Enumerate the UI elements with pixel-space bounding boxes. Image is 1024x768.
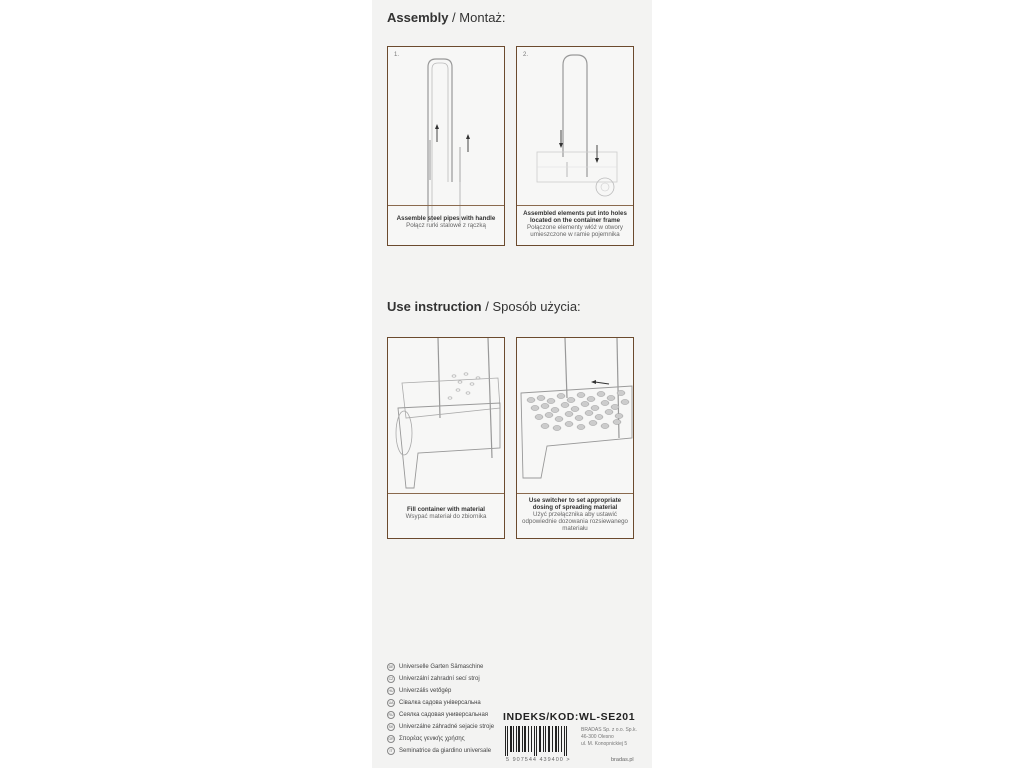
- language-item: [387, 722, 494, 732]
- use-heading-pl: Sposób użycia:: [492, 299, 581, 314]
- caption-divider: [517, 205, 633, 206]
- step-number: 2.: [523, 52, 529, 58]
- caption-pl: Połącz rurki stalowe z rączką: [406, 222, 486, 229]
- address-line: BRADAS Sp. z o.o. Sp.k.: [581, 727, 637, 733]
- language-item: [387, 662, 483, 672]
- step-caption: [519, 210, 631, 238]
- caption-pl: Połączone elementy włóż w otwory umieszczone w ramie pojemnika: [527, 224, 623, 238]
- step-number: 1.: [394, 52, 400, 58]
- caption-en: Assemble steel pipes with handle: [396, 215, 496, 222]
- product-index-code: INDEKS/KOD:WL-SE201: [503, 711, 636, 723]
- caption-en: Use switcher to set appropriate dosing of spreading material: [528, 497, 622, 511]
- assembly-heading: [387, 10, 506, 25]
- caption-pl: Użyć przełącznika aby ustawić odpowiednie dozowania rozsiewanego materiału: [522, 511, 628, 532]
- language-item: [387, 686, 451, 696]
- language-item: [387, 734, 465, 744]
- caption-en: Assembled elements put into holes located on the container frame: [523, 210, 627, 224]
- company-address: [581, 727, 637, 748]
- language-code: CZ: [388, 677, 394, 681]
- language-name: Univerzálne záhradné sejacie stroje: [399, 724, 495, 730]
- caption-divider: [388, 205, 504, 206]
- language-code: SK: [388, 725, 394, 729]
- language-item: [387, 746, 491, 756]
- caption-pl: Wsypać materiał do zbiornika: [405, 513, 487, 520]
- address-line: 46-300 Olesno: [581, 734, 614, 740]
- step-caption: [390, 215, 502, 229]
- barcode-number: 5 907544 439400 >: [506, 757, 571, 763]
- language-code: GR: [388, 737, 394, 741]
- language-code: RU: [388, 713, 394, 717]
- step-caption: [519, 497, 631, 532]
- use-heading: [387, 299, 581, 314]
- language-name: Сеялка садовая универсальная: [399, 712, 489, 718]
- assembly-step-2: [516, 46, 634, 246]
- heading-separator: /: [485, 299, 489, 314]
- website-link: bradas.pl: [611, 757, 634, 763]
- caption-divider: [517, 493, 633, 494]
- heading-separator: /: [452, 10, 456, 25]
- language-name: Seminatrice da giardino universale: [399, 748, 492, 754]
- assembly-heading-pl: Montaż:: [459, 10, 506, 25]
- language-name: Univerzális vetőgép: [399, 688, 452, 694]
- language-name: Univerzální zahradní secí stroj: [399, 676, 480, 682]
- language-code: HU: [388, 689, 394, 693]
- language-item: [387, 698, 481, 708]
- assembly-step-1: [387, 46, 505, 246]
- language-name: Сівалка садова універсальна: [399, 700, 481, 706]
- assembly-heading-en: Assembly: [387, 10, 449, 25]
- use-heading-en: Use instruction: [387, 299, 482, 314]
- step-caption: [390, 506, 502, 520]
- language-code: IT: [387, 747, 395, 755]
- language-name: Σπορέας γενικής χρήσης: [399, 736, 465, 742]
- address-line: ul. M. Konopnickiej 5: [581, 741, 628, 747]
- language-code: UA: [388, 701, 394, 705]
- language-item: [387, 674, 480, 684]
- caption-en: Fill container with material: [406, 506, 486, 513]
- caption-divider: [388, 493, 504, 494]
- language-item: [387, 710, 488, 720]
- use-step-1: [387, 337, 505, 539]
- language-code: DE: [388, 665, 394, 669]
- language-name: Universelle Garten Sämaschine: [399, 664, 484, 670]
- barcode-image: [503, 726, 573, 756]
- use-step-2: [516, 337, 634, 539]
